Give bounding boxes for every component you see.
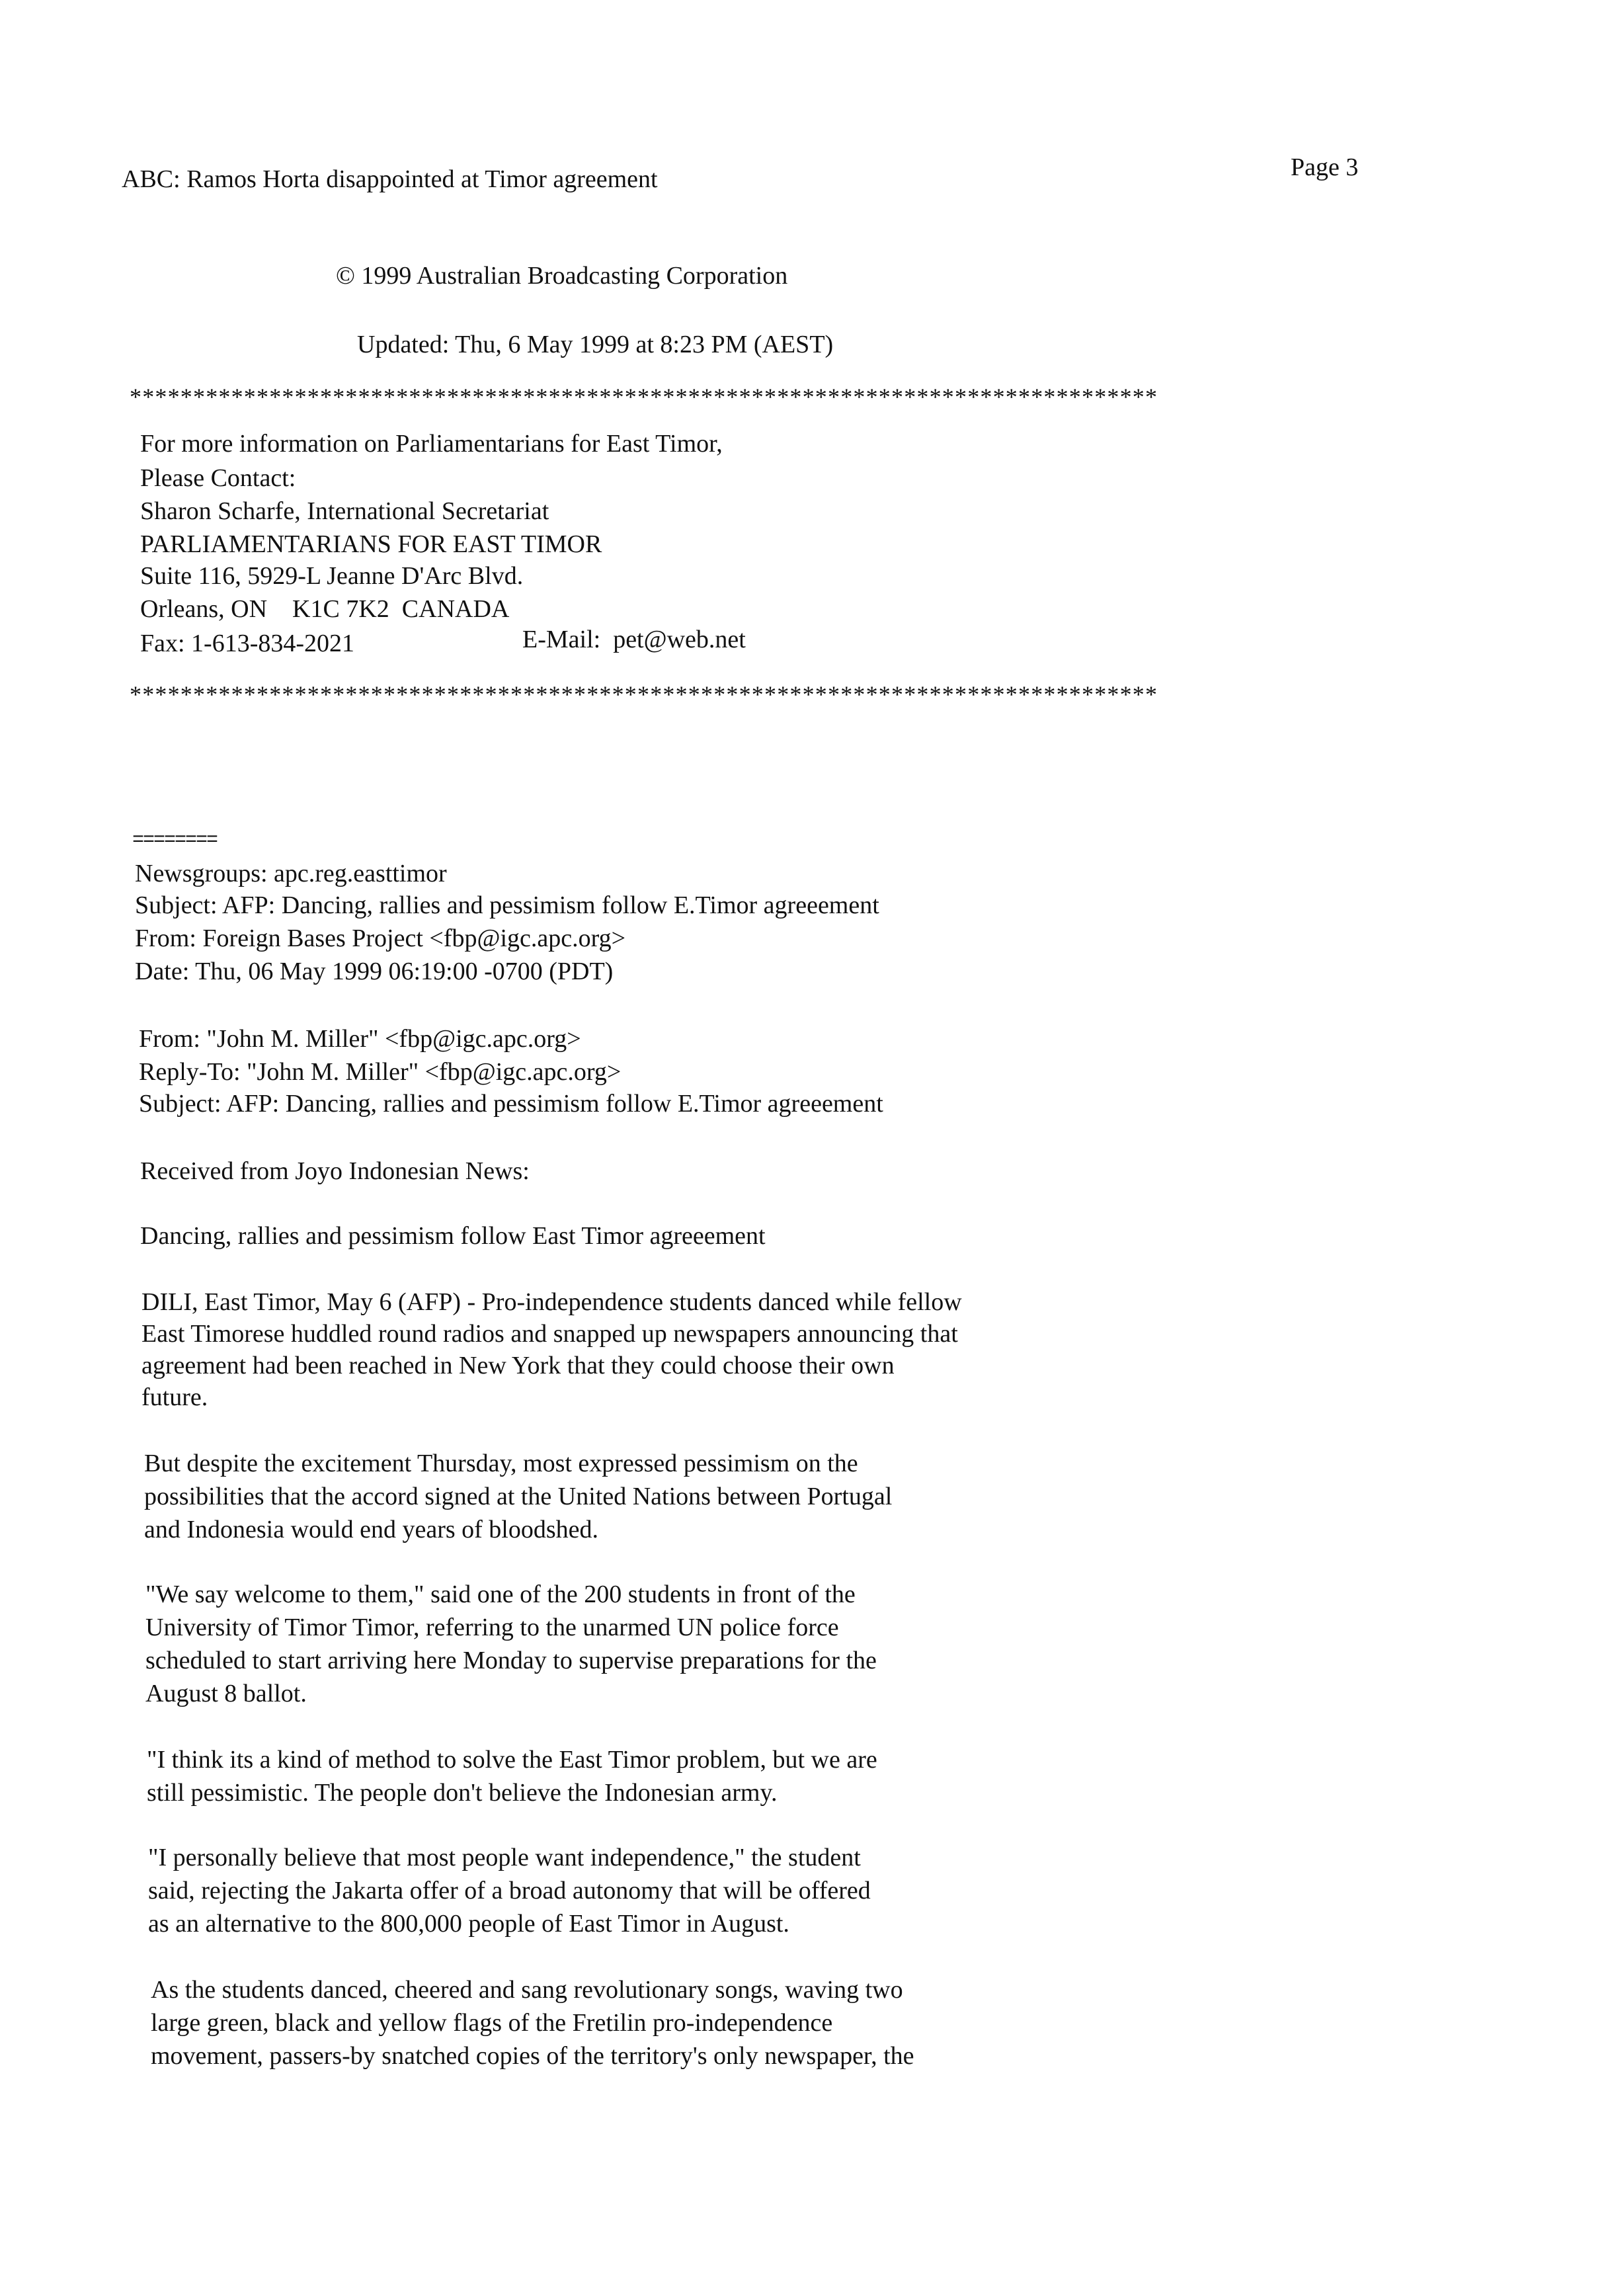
article-title: Dancing, rallies and pessimism follow East Timor agreeement xyxy=(140,1222,766,1250)
contact-line: Please Contact: xyxy=(140,464,296,492)
header-date: Date: Thu, 06 May 1999 06:19:00 -0700 (PDT) xyxy=(135,958,614,985)
paragraph-line: But despite the excitement Thursday, most expressed pessimism on the xyxy=(144,1450,858,1477)
received-from: Received from Joyo Indonesian News: xyxy=(140,1157,530,1185)
contact-line: For more information on Parliamentarians for East Timor, xyxy=(140,430,723,458)
paragraph-line: East Timorese huddled round radios and snapped up newspapers announcing that xyxy=(141,1320,958,1348)
page-number: Page 3 xyxy=(1291,153,1359,181)
header-newsgroups: Newsgroups: apc.reg.easttimor xyxy=(135,860,447,887)
forward-reply-to: Reply-To: "John M. Miller" <fbp@igc.apc.org> xyxy=(139,1058,622,1086)
paragraph-line: still pessimistic. The people don't believe the Indonesian army. xyxy=(147,1779,778,1807)
document-title: ABC: Ramos Horta disappointed at Timor agreement xyxy=(122,165,658,193)
separator-bottom: ********************************************************************************* xyxy=(130,681,1158,708)
paragraph-line: large green, black and yellow flags of the Fretilin pro-independence xyxy=(151,2009,833,2037)
fax-number: Fax: 1-613-834-2021 xyxy=(140,630,355,657)
forward-from: From: "John M. Miller" <fbp@igc.apc.org> xyxy=(139,1025,581,1053)
paragraph-line: scheduled to start arriving here Monday to supervise preparations for the xyxy=(145,1647,877,1674)
paragraph-line: "I think its a kind of method to solve the East Timor problem, but we are xyxy=(147,1746,877,1774)
copyright-line: © 1999 Australian Broadcasting Corporation xyxy=(336,262,788,290)
divider: ======== xyxy=(132,829,218,852)
updated-line: Updated: Thu, 6 May 1999 at 8:23 PM (AEST) xyxy=(357,331,834,358)
contact-line: PARLIAMENTARIANS FOR EAST TIMOR xyxy=(140,530,602,558)
email-address: E-Mail: pet@web.net xyxy=(522,626,746,653)
paragraph-line: as an alternative to the 800,000 people of East Timor in August. xyxy=(148,1910,789,1938)
header-from: From: Foreign Bases Project <fbp@igc.apc.org> xyxy=(135,924,626,952)
paragraph-line: "We say welcome to them," said one of the 200 students in front of the xyxy=(145,1580,856,1608)
contact-line: Sharon Scharfe, International Secretariat xyxy=(140,497,549,525)
paragraph-line: agreement had been reached in New York that they could choose their own xyxy=(141,1352,895,1379)
paragraph-line: As the students danced, cheered and sang revolutionary songs, waving two xyxy=(151,1976,903,2004)
paragraph-line: University of Timor Timor, referring to the unarmed UN police force xyxy=(145,1614,839,1641)
forward-subject: Subject: AFP: Dancing, rallies and pessimism follow E.Timor agreeement xyxy=(139,1090,883,1118)
paragraph-line: possibilities that the accord signed at the United Nations between Portugal xyxy=(144,1483,893,1510)
separator-top: ********************************************************************************* xyxy=(130,384,1158,410)
paragraph-line: movement, passers-by snatched copies of the territory's only newspaper, the xyxy=(151,2042,914,2070)
paragraph-line: "I personally believe that most people want independence," the student xyxy=(148,1844,861,1871)
contact-line: Orleans, ON K1C 7K2 CANADA xyxy=(140,595,510,623)
header-subject: Subject: AFP: Dancing, rallies and pessimism follow E.Timor agreeement xyxy=(135,891,879,919)
paragraph-line: said, rejecting the Jakarta offer of a broad autonomy that will be offered xyxy=(148,1877,871,1905)
contact-line: Suite 116, 5929-L Jeanne D'Arc Blvd. xyxy=(140,562,524,590)
paragraph-line: DILI, East Timor, May 6 (AFP) - Pro-independence students danced while fellow xyxy=(141,1288,962,1316)
paragraph-line: future. xyxy=(141,1383,208,1411)
paragraph-line: August 8 ballot. xyxy=(145,1680,307,1707)
paragraph-line: and Indonesia would end years of bloodshed. xyxy=(144,1516,599,1543)
